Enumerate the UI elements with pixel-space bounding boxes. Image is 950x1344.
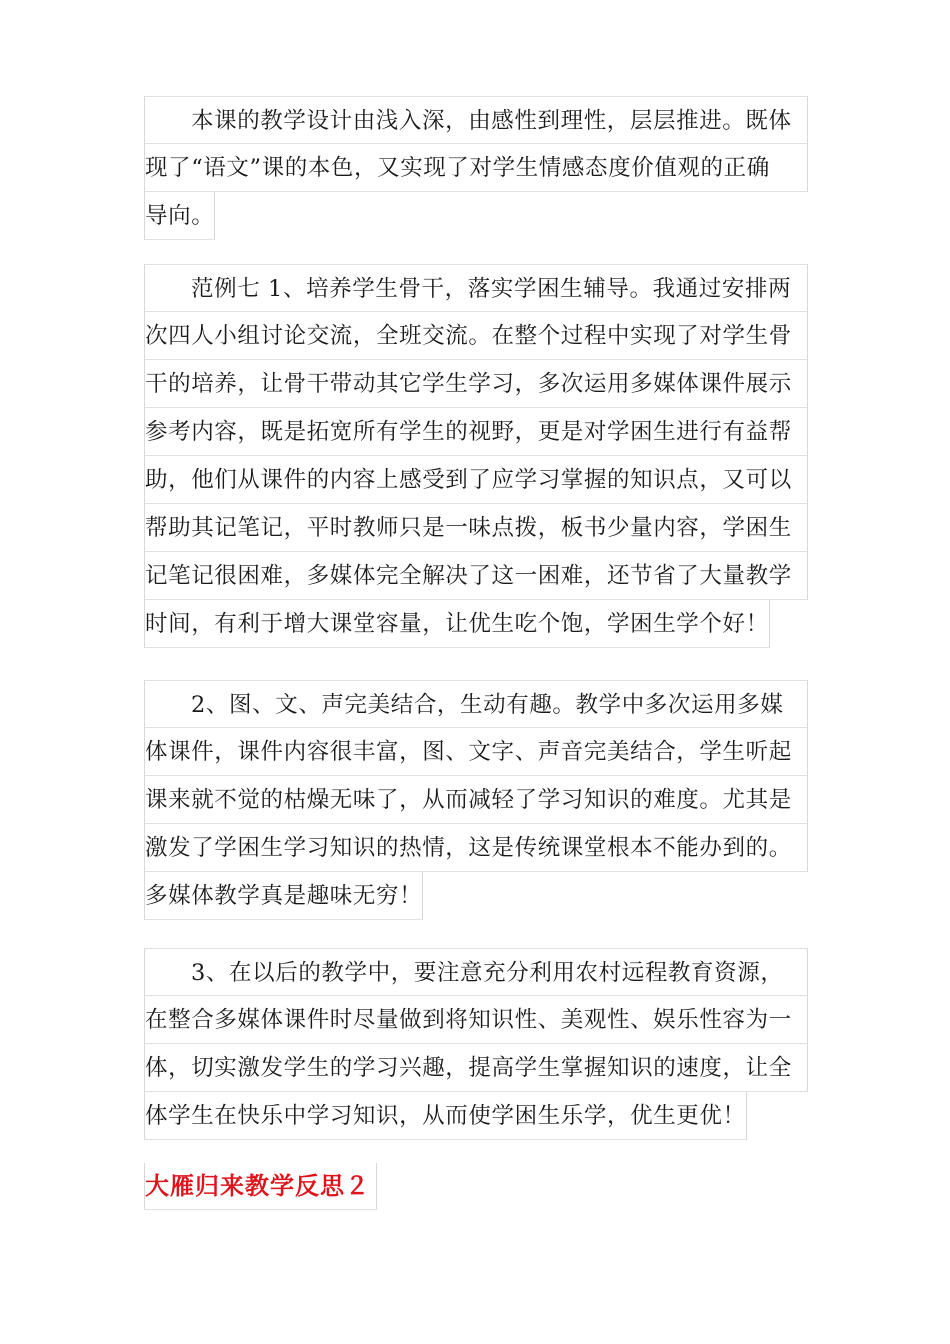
paragraph-line: 在整合多媒体课件时尽量做到将知识性、美观性、娱乐性容为一 — [144, 996, 808, 1044]
paragraph-line: 体学生在快乐中学习知识，从而使学困生乐学，优生更优！ — [144, 1092, 747, 1140]
paragraph-4 — [144, 948, 816, 1144]
paragraph-line: 体课件，课件内容很丰富，图、文字、声音完美结合，学生听起 — [144, 728, 808, 776]
paragraph-line: 参考内容，既是拓宽所有学生的视野，更是对学困生进行有益帮 — [144, 408, 808, 456]
paragraph-line: 本课的教学设计由浅入深，由感性到理性，层层推进。既体 — [144, 96, 808, 144]
paragraph-line: 2、图、文、声完美结合，生动有趣。教学中多次运用多媒 — [144, 680, 808, 728]
paragraph-line: 记笔记很困难，多媒体完全解决了这一困难，还节省了大量教学 — [144, 552, 808, 600]
paragraph-line: 3、在以后的教学中，要注意充分利用农村远程教育资源， — [144, 948, 808, 996]
paragraph-line: 次四人小组讨论交流，全班交流。在整个过程中实现了对学生骨 — [144, 312, 808, 360]
paragraph-line: 范例七 1、培养学生骨干，落实学困生辅导。我通过安排两 — [144, 264, 808, 312]
paragraph-line: 干的培养，让骨干带动其它学生学习，多次运用多媒体课件展示 — [144, 360, 808, 408]
paragraph-line: 帮助其记笔记，平时教师只是一味点拨，板书少量内容，学困生 — [144, 504, 808, 552]
paragraph-2 — [144, 264, 816, 652]
paragraph-line: 导向。 — [144, 192, 215, 240]
paragraph-1 — [144, 96, 816, 244]
paragraph-line: 助，他们从课件的内容上感受到了应学习掌握的知识点，又可以 — [144, 456, 808, 504]
paragraph-line: 现了“语文”课的本色，又实现了对学生情感态度价值观的正确 — [144, 144, 808, 192]
paragraph-line: 多媒体教学真是趣味无穷！ — [144, 872, 423, 920]
paragraph-line: 体，切实激发学生的学习兴趣，提高学生掌握知识的速度，让全 — [144, 1044, 808, 1092]
paragraph-3 — [144, 680, 816, 924]
section-heading: 大雁归来教学反思２ — [144, 1163, 377, 1210]
paragraph-line: 激发了学困生学习知识的热情，这是传统课堂根本不能办到的。 — [144, 824, 808, 872]
paragraph-line: 时间，有利于增大课堂容量，让优生吃个饱，学困生学个好！ — [144, 600, 770, 648]
paragraph-line: 课来就不觉的枯燥无味了，从而减轻了学习知识的难度。尤其是 — [144, 776, 808, 824]
